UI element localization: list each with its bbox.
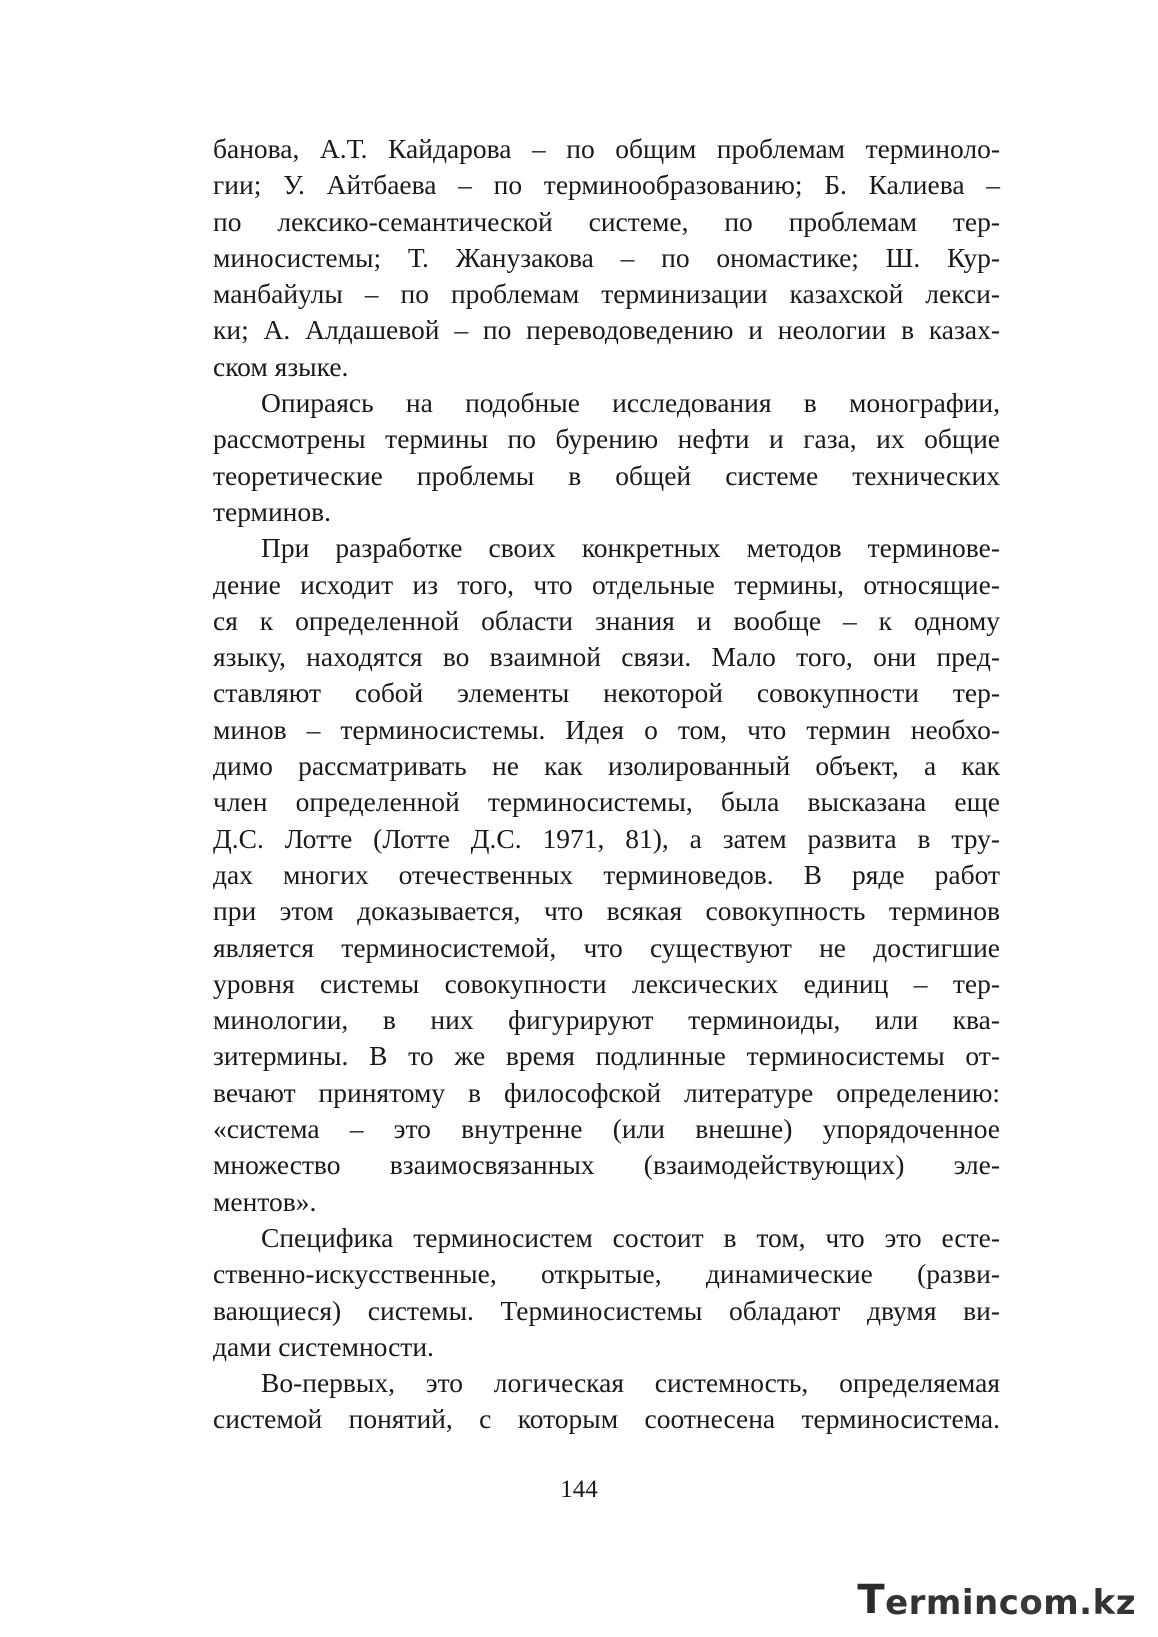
text-line: дами системности. <box>213 1330 434 1362</box>
text-line: минологии, в них фигурируют терминоиды, или ква- <box>213 1004 1000 1036</box>
text-line: ментов». <box>213 1185 317 1217</box>
text-line: рассмотрены термины по бурению нефти и газа, их общие <box>213 423 1000 455</box>
watermark-text-middle: erminc <box>885 1583 1020 1623</box>
page-body-text <box>213 131 1000 1438</box>
text-line: при этом доказывается, что всякая совокупность терминов <box>213 895 1000 927</box>
text-line: ственно-искусственные, открытые, динамические (разви- <box>213 1258 1000 1290</box>
text-line: уровня системы совокупности лексических единиц – тер- <box>213 967 1000 999</box>
text-line: Во-первых, это логическая системность, определяемая <box>261 1367 1000 1399</box>
text-line: «система – это внутренне (или внешне) упорядоченное <box>213 1113 1000 1145</box>
text-line: ки; А. Алдашевой – по переводоведению и неологии в казах- <box>213 314 1000 346</box>
text-line: ском языке. <box>213 350 349 382</box>
text-line: гии; У. Айтбаева – по терминообразованию; Б. Калиева – <box>213 169 1000 201</box>
paragraph <box>213 385 1000 530</box>
text-line: Опираясь на подобные исследования в монографии, <box>261 387 1000 419</box>
text-line: дение исходит из того, что отдельные термины, относящие- <box>213 568 1000 600</box>
paragraph <box>213 1220 1000 1365</box>
text-line: манбайулы – по проблемам терминизации казахской лекси- <box>213 278 1000 310</box>
text-line: банова, А.Т. Кайдарова – по общим проблемам терминоло- <box>213 133 1000 164</box>
text-line: димо рассматривать не как изолированный объект, а как <box>213 750 1000 782</box>
text-line: по лексико-семантической системе, по проблемам тер- <box>213 205 1000 237</box>
text-line: теоретические проблемы в общей системе технических <box>213 459 1000 491</box>
paragraph <box>213 131 1000 385</box>
text-line: дах многих отечественных терминоведов. В ряде работ <box>213 858 1000 890</box>
text-line: минов – терминосистемы. Идея о том, что термин необхо- <box>213 713 1000 745</box>
text-line: множество взаимосвязанных (взаимодействующих) эле- <box>213 1149 1000 1181</box>
text-line: При разработке своих конкретных методов терминове- <box>261 532 1000 564</box>
text-line: Специфика терминосистем состоит в том, что это есте- <box>261 1221 1000 1253</box>
text-line: ся к определенной области знания и вообще – к одному <box>213 604 1000 636</box>
text-line: системой понятий, с которым соотнесена терминосистема. <box>213 1403 1000 1435</box>
page-number: 144 <box>560 1476 598 1503</box>
text-line: Д.С. Лотте (Лотте Д.С. 1971, 81), а затем развита в тру- <box>213 822 1000 854</box>
watermark-letter-o: o <box>1019 1583 1044 1623</box>
text-line: языку, находятся во взаимной связи. Мало того, они пред- <box>213 641 1000 673</box>
text-line: вающиеся) системы. Терминосистемы обладают двумя ви- <box>213 1294 1000 1326</box>
text-line: терминов. <box>213 495 332 527</box>
text-line: миносистемы; Т. Жанузакова – по ономастике; Ш. Кур- <box>213 241 1000 273</box>
text-line: член определенной терминосистемы, была высказана еще <box>213 786 1000 818</box>
text-line: зитермины. В то же время подлинные терминосистемы от- <box>213 1040 1000 1072</box>
paragraph <box>213 530 1000 1220</box>
text-line: является терминосистемой, что существуют не достигшие <box>213 931 1000 963</box>
paragraph <box>213 1365 1000 1438</box>
text-line: вечают принятому в философской литературе определению: <box>213 1076 1000 1108</box>
watermark-text-end: m.kz <box>1043 1583 1136 1623</box>
terminkom-watermark-logo <box>857 1577 1136 1623</box>
text-line: ставляют собой элементы некоторой совокупности тер- <box>213 677 1000 709</box>
watermark-letter-t: T <box>857 1577 886 1623</box>
